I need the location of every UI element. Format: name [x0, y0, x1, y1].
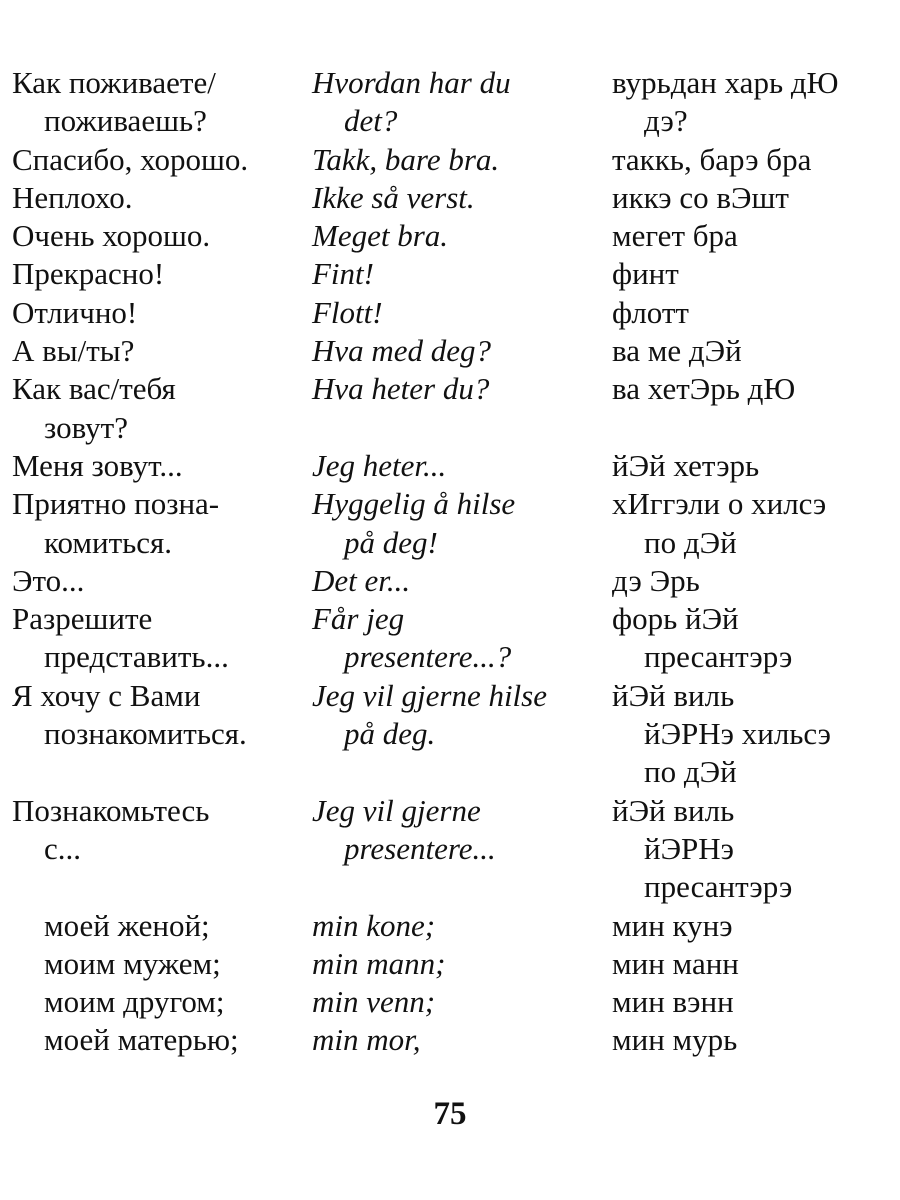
norwegian-column	[312, 64, 602, 1060]
transcription-line: хИггэли о хилсэ	[612, 486, 827, 522]
transcription-line: мин мурь	[612, 1022, 738, 1058]
transcription-line: ва ме дЭй	[612, 333, 742, 369]
russian-line: Спасибо, хорошо.	[12, 141, 249, 177]
transcription-line: мегет бра	[612, 218, 738, 254]
norwegian-line: Jeg heter...	[312, 447, 447, 483]
transcription-line: ва хетЭрь дЮ	[612, 371, 796, 407]
russian-column	[12, 64, 302, 1060]
norwegian-line: Hva heter du?	[312, 371, 490, 407]
norwegian-line: min mor,	[312, 1022, 421, 1058]
russian-line: моей матерью;	[44, 1022, 239, 1058]
transcription-line: мин вэнн	[612, 984, 734, 1020]
norwegian-line: Hva med deg?	[312, 333, 492, 369]
norwegian-line: Ikke så verst.	[312, 179, 475, 215]
russian-line: представить...	[44, 639, 229, 675]
russian-line: комиться.	[44, 524, 173, 560]
transcription-line: таккь, барэ бра	[612, 141, 812, 177]
norwegian-line: på deg.	[344, 716, 436, 752]
transcription-line: финт	[612, 256, 679, 292]
norwegian-line: presentere...	[344, 830, 496, 866]
norwegian-line: på deg!	[344, 524, 438, 560]
transcription-line: по дЭй	[644, 754, 737, 790]
norwegian-line: det?	[344, 103, 398, 139]
transcription-line: мин манн	[612, 945, 739, 981]
russian-line	[12, 868, 302, 906]
russian-line: поживаешь?	[44, 103, 207, 139]
russian-line: Как поживаете/	[12, 65, 216, 100]
norwegian-line	[312, 753, 602, 791]
norwegian-line: Jeg vil gjerne	[312, 792, 481, 828]
russian-line: моим другом;	[44, 984, 225, 1020]
transcription-line: йЭй виль	[612, 677, 735, 713]
norwegian-line: Hyggelig å hilse	[312, 486, 516, 522]
transcription-line: вурьдан харь дЮ	[612, 65, 839, 100]
transcription-line: мин кунэ	[612, 907, 733, 943]
norwegian-line: min venn;	[312, 984, 436, 1020]
norwegian-line: Meget bra.	[312, 218, 449, 254]
russian-line: Познакомьтесь	[12, 792, 210, 828]
transcription-line: форь йЭй	[612, 601, 739, 637]
norwegian-line: Hvordan har du	[312, 65, 511, 100]
russian-line: Отлично!	[12, 294, 138, 330]
russian-line: Как вас/тебя	[12, 371, 176, 407]
norwegian-line: Takk, bare bra.	[312, 141, 500, 177]
russian-line: А вы/ты?	[12, 333, 135, 369]
transcription-line: иккэ со вЭшт	[612, 179, 789, 215]
norwegian-line: min kone;	[312, 907, 436, 943]
norwegian-line: Det er...	[312, 562, 411, 598]
russian-line: с...	[44, 830, 82, 866]
norwegian-line	[312, 868, 602, 906]
transcription-line: по дЭй	[644, 524, 737, 560]
russian-line: зовут?	[44, 409, 128, 445]
russian-line: Меня зовут...	[12, 447, 183, 483]
transcription-line: йЭй хетэрь	[612, 447, 760, 483]
transcription-line: пресантэрэ	[644, 639, 793, 675]
transcription-line: йЭй виль	[612, 792, 735, 828]
russian-line	[12, 753, 302, 791]
transcription-line	[612, 409, 897, 447]
russian-line: Приятно позна-	[12, 486, 220, 522]
norwegian-line: Jeg vil gjerne hilse	[312, 677, 547, 713]
norwegian-line: min mann;	[312, 945, 446, 981]
russian-line: Неплохо.	[12, 179, 133, 215]
page-number: 75	[433, 1096, 467, 1132]
russian-line: моим мужем;	[44, 945, 221, 981]
transcription-line: дэ Эрь	[612, 562, 700, 598]
transcription-line: йЭРНэ	[644, 830, 734, 866]
russian-line: познакомиться.	[44, 716, 247, 752]
norwegian-line: Fint!	[312, 256, 374, 292]
russian-line: Очень хорошо.	[12, 218, 211, 254]
russian-line: Прекрасно!	[12, 256, 165, 292]
transcription-line: флотт	[612, 294, 689, 330]
transcription-line: дэ?	[644, 103, 688, 139]
russian-line: Это...	[12, 562, 85, 598]
norwegian-line: Flott!	[312, 294, 383, 330]
transcription-line: пресантэрэ	[644, 869, 793, 905]
russian-line: Я хочу с Вами	[12, 677, 201, 713]
transcription-line: йЭРНэ хильсэ	[644, 716, 831, 752]
transcription-column	[612, 64, 897, 1060]
norwegian-line: Får jeg	[312, 601, 405, 637]
norwegian-line	[312, 409, 602, 447]
norwegian-line: presentere...?	[344, 639, 512, 675]
russian-line: Разрешите	[12, 601, 153, 637]
russian-line: моей женой;	[44, 907, 210, 943]
